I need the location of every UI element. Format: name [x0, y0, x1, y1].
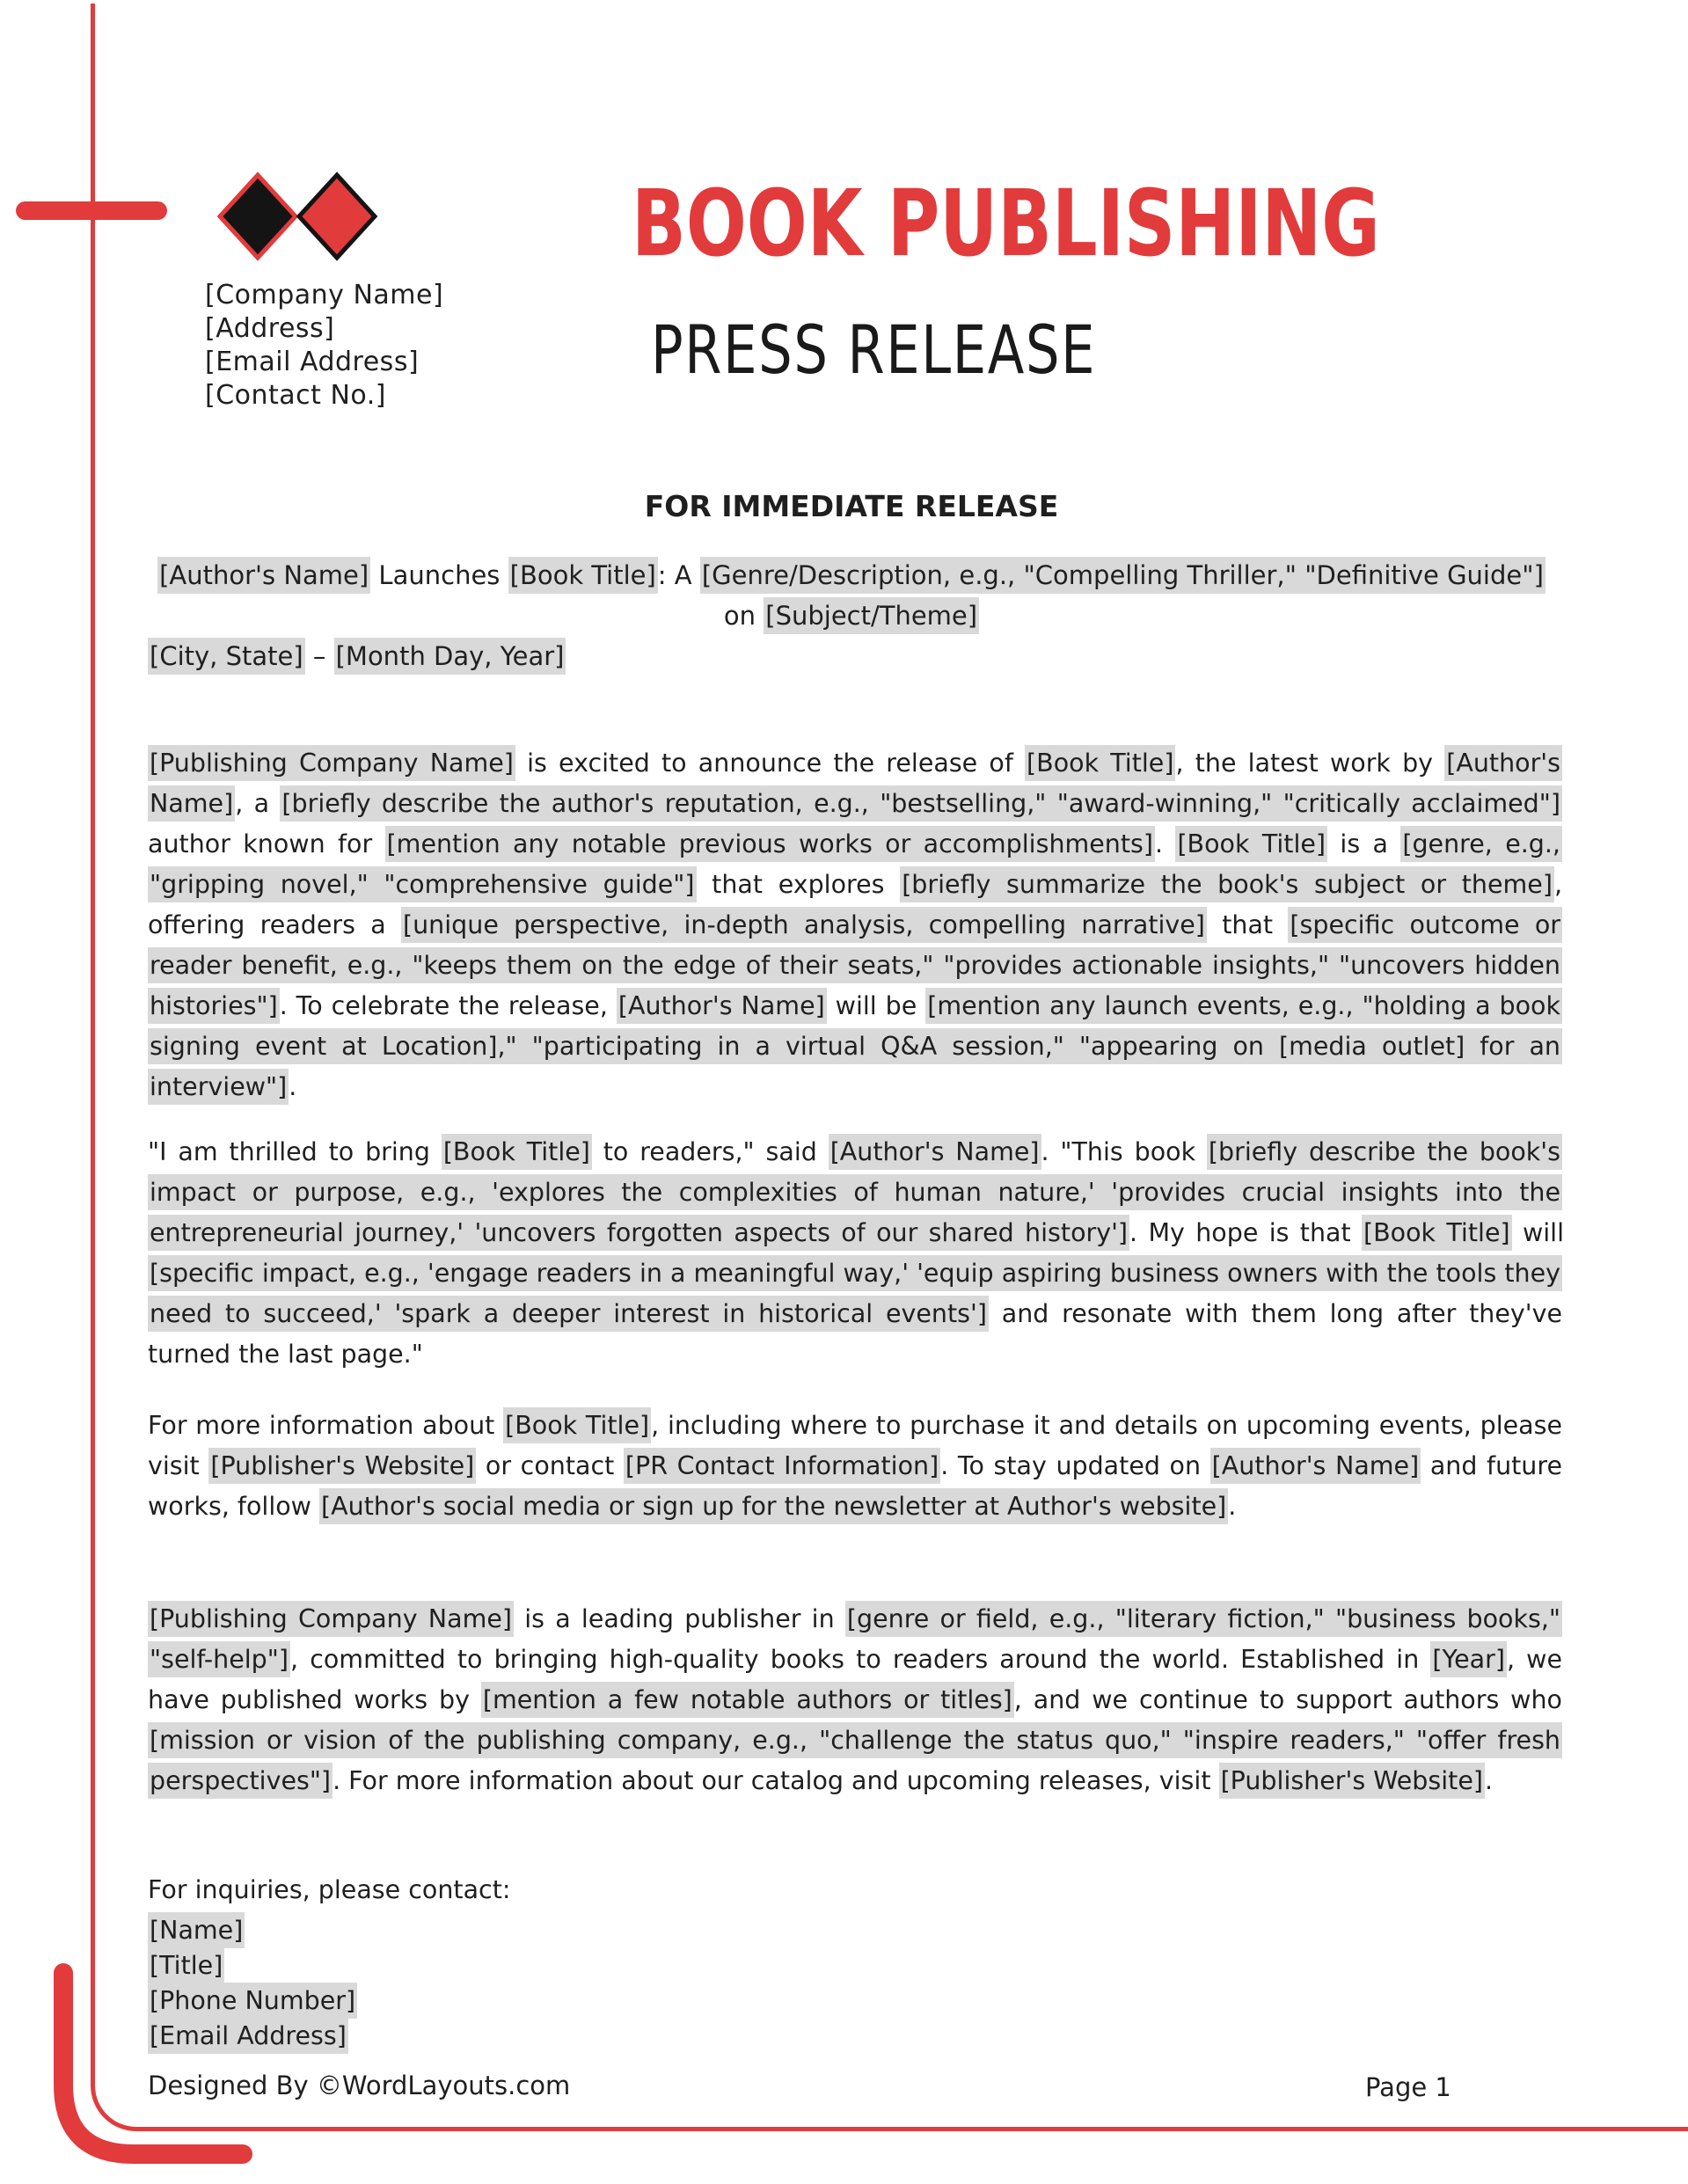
- placeholder-field[interactable]: [specific outcome or reader benefit, e.g., "keeps them on the edge of their seats," "provides actionable insights," "uncovers hidden histories"]: [148, 907, 1562, 1024]
- placeholder-field[interactable]: [mission or vision of the publishing company, e.g., "challenge the status quo," "inspire readers," "offer fresh perspectives"]: [148, 1722, 1562, 1799]
- company-address[interactable]: [Address]: [205, 313, 335, 344]
- placeholder-field[interactable]: [Publisher's Website]: [208, 1448, 476, 1484]
- placeholder-field[interactable]: [Genre/Description, e.g., "Compelling Thriller," "Definitive Guide"]: [700, 557, 1546, 594]
- contact-intro: For inquiries, please contact:: [148, 1875, 511, 1904]
- paragraph-author-quote: [148, 1132, 1565, 1375]
- text-run: to readers," said: [591, 1137, 829, 1166]
- placeholder-field[interactable]: [Subject/Theme]: [764, 597, 979, 634]
- placeholder-field[interactable]: [Author's Name]: [157, 557, 370, 594]
- text-run: will be: [826, 991, 926, 1020]
- placeholder-field[interactable]: [mention a few notable authors or titles]: [481, 1682, 1014, 1718]
- text-run: .: [1228, 1492, 1237, 1521]
- placeholder-field[interactable]: [Author's social media or sign up for the newsletter at Author's website]: [319, 1488, 1228, 1524]
- placeholder-field[interactable]: [mention any notable previous works or accomplishments]: [385, 826, 1155, 862]
- text-run: . For more information about our catalog and upcoming releases, visit: [332, 1766, 1219, 1795]
- company-contact[interactable]: [Contact No.]: [205, 380, 386, 411]
- paragraph-announcement: [148, 743, 1562, 1107]
- placeholder-field[interactable]: [briefly describe the book's impact or purpose, e.g., 'explores the complexities of human nature,' 'provides crucial insights into the entrepreneurial journey,' 'uncovers forgotten aspects of our shared history']: [148, 1134, 1562, 1251]
- placeholder-field[interactable]: [Month Day, Year]: [334, 638, 566, 675]
- placeholder-field[interactable]: [Author's Name]: [148, 745, 1562, 822]
- placeholder-field[interactable]: [Publisher's Website]: [1219, 1763, 1485, 1799]
- text-run: .: [1155, 829, 1176, 858]
- red-diamond-icon: [299, 175, 375, 258]
- placeholder-field[interactable]: [PR Contact Information]: [624, 1448, 940, 1484]
- document-subtitle: PRESS RELEASE: [651, 310, 1097, 389]
- placeholder-field[interactable]: [Book Title]: [442, 1134, 592, 1170]
- text-run: .: [1485, 1766, 1494, 1795]
- contact-name-line: [148, 1913, 357, 1948]
- text-run: "I am thrilled to bring: [148, 1137, 442, 1166]
- text-run: , the latest work by: [1175, 749, 1445, 778]
- text-run: and resonate with them long after they've turned the last page.": [148, 1299, 1562, 1369]
- placeholder-field[interactable]: [genre or field, e.g., "literary fiction," "business books," "self-help"]: [148, 1601, 1562, 1677]
- for-immediate-release-label: FOR IMMEDIATE RELEASE: [644, 489, 1059, 523]
- text-run: : A: [657, 560, 700, 590]
- text-run: on: [723, 601, 764, 631]
- text-run: is a leading publisher in: [514, 1604, 845, 1633]
- text-run: . To celebrate the release,: [279, 991, 617, 1020]
- page-number: Page 1: [1365, 2072, 1451, 2102]
- text-run: , offering readers a: [148, 870, 1562, 939]
- text-run: . "This book: [1041, 1137, 1207, 1166]
- text-run: that explores: [696, 870, 901, 899]
- text-run: author known for: [148, 829, 385, 858]
- text-run: . My hope is that: [1129, 1218, 1363, 1247]
- release-dateline: [148, 636, 1562, 676]
- text-run: , and we continue to support authors who: [1013, 1685, 1562, 1714]
- text-run: is a: [1327, 829, 1401, 858]
- placeholder-field[interactable]: [mention any launch events, e.g., "holding a book signing event at Location]," "participating in a virtual Q&A session," "appearing on [media outlet] for an interview"]: [148, 988, 1562, 1105]
- placeholder-field[interactable]: [Book Title]: [508, 557, 658, 594]
- placeholder-field[interactable]: [Title]: [148, 1947, 224, 1983]
- release-headline: [141, 555, 1562, 636]
- contact-title-line: [148, 1948, 357, 1983]
- text-run: or contact: [476, 1451, 624, 1480]
- placeholder-field[interactable]: [briefly describe the author's reputation, e.g., "bestselling," "award-winning," "critically acclaimed"]: [280, 785, 1562, 822]
- placeholder-field[interactable]: [briefly summarize the book's subject or theme]: [900, 866, 1554, 902]
- contact-email-line: [148, 2019, 357, 2054]
- text-run: and future works, follow: [148, 1451, 1562, 1521]
- text-run: that: [1206, 910, 1289, 939]
- placeholder-field[interactable]: [specific impact, e.g., 'engage readers in a meaningful way,' 'equip aspiring business owners with the tools they need to succeed,' 'spark a deeper interest in historical events']: [148, 1255, 1562, 1332]
- text-run: , including where to purchase it and details on upcoming events, please visit: [148, 1411, 1563, 1480]
- contact-block: [148, 1913, 357, 2054]
- placeholder-field[interactable]: [Name]: [148, 1912, 245, 1948]
- placeholder-field[interactable]: [Book Title]: [1025, 745, 1175, 781]
- placeholder-field[interactable]: [Publishing Company Name]: [148, 1601, 514, 1637]
- placeholder-field[interactable]: [Author's Name]: [829, 1134, 1041, 1170]
- placeholder-field[interactable]: [Publishing Company Name]: [148, 745, 515, 781]
- text-run: is excited to announce the release of: [515, 749, 1026, 778]
- text-run: , a: [235, 789, 281, 818]
- text-run: will: [1511, 1218, 1565, 1247]
- placeholder-field[interactable]: [Phone Number]: [148, 1983, 357, 2019]
- paragraph-publisher-boilerplate: [148, 1599, 1562, 1801]
- text-run: –: [304, 641, 334, 671]
- contact-phone-line: [148, 1983, 357, 2019]
- placeholder-field[interactable]: [Author's Name]: [1210, 1448, 1421, 1484]
- placeholder-field[interactable]: [City, State]: [148, 638, 305, 675]
- text-run: Launches: [370, 560, 508, 590]
- placeholder-field[interactable]: [Book Title]: [1175, 826, 1327, 862]
- company-name[interactable]: [Company Name]: [205, 280, 444, 310]
- black-diamond-icon: [220, 175, 296, 258]
- text-run: , committed to bringing high-quality books to readers around the world. Established in: [290, 1645, 1431, 1674]
- text-run: .: [289, 1072, 297, 1101]
- text-run: For more information about: [148, 1411, 504, 1440]
- placeholder-field[interactable]: [genre, e.g., "gripping novel," "comprehensive guide"]: [148, 826, 1562, 902]
- placeholder-field[interactable]: [Book Title]: [503, 1407, 651, 1443]
- placeholder-field[interactable]: [Email Address]: [148, 2018, 348, 2054]
- text-run: , we have published works by: [148, 1645, 1562, 1714]
- paragraph-more-info: [148, 1406, 1562, 1527]
- designer-credit: Designed By ©WordLayouts.com: [148, 2071, 571, 2100]
- placeholder-field[interactable]: [Book Title]: [1362, 1215, 1512, 1251]
- placeholder-field[interactable]: [Year]: [1430, 1641, 1507, 1677]
- document-title: BOOK PUBLISHING: [632, 170, 1380, 277]
- text-run: . To stay updated on: [940, 1451, 1210, 1480]
- company-info-block: [205, 279, 443, 413]
- placeholder-field[interactable]: [Author's Name]: [617, 988, 827, 1024]
- placeholder-field[interactable]: [unique perspective, in-depth analysis, compelling narrative]: [401, 907, 1207, 943]
- company-email[interactable]: [Email Address]: [205, 347, 420, 377]
